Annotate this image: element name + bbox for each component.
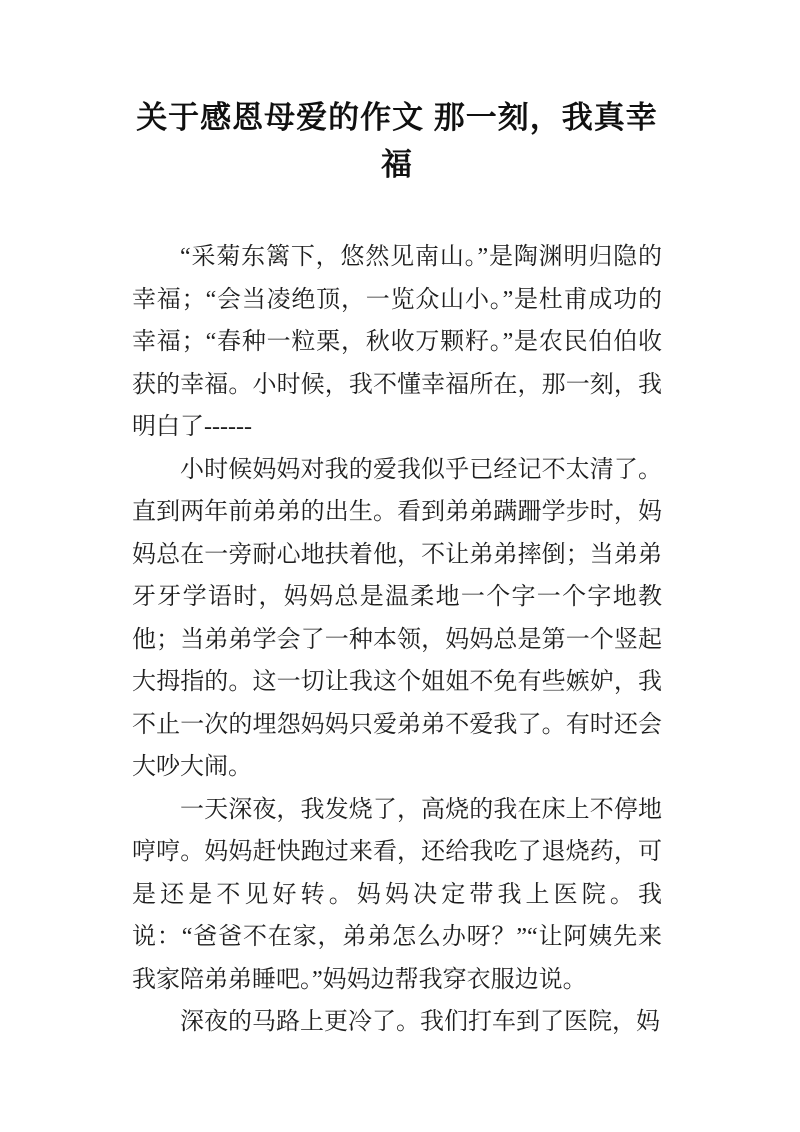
- document-body: [132, 236, 662, 1044]
- paragraph-hospital-truncated: 深夜的马路上更冷了。我们打车到了医院，妈: [180, 1009, 660, 1035]
- paragraph-fever-night: 一天深夜，我发烧了，高烧的我在床上不停地哼哼。妈妈赶快跑过来看，还给我吃了退烧药，可是还是不见好转。妈妈决定带我上医院。我说：“爸爸不在家，弟弟怎么办呀？”“让阿姨先来我家陪弟弟睡吧。”妈妈边帮我穿衣服边说。: [132, 796, 662, 993]
- paragraph-brother: 小时候妈妈对我的爱我似乎已经记不太清了。直到两年前弟弟的出生。看到弟弟蹒跚学步时，妈妈总在一旁耐心地扶着他，不让弟弟摔倒；当弟弟牙牙学语时，妈妈总是温柔地一个字一个字地教他；当弟弟学会了一种本领，妈妈总是第一个竖起大拇指的。这一切让我这个姐姐不免有些嫉妒，我不止一次的埋怨妈妈只爱弟弟不爱我了。有时还会大吵大闹。: [132, 456, 662, 780]
- paragraph-intro: “采菊东篱下，悠然见南山。”是陶渊明归隐的幸福；“会当凌绝顶，一览众山小。”是杜甫成功的幸福；“春种一粒栗，秋收万颗籽。”是农民伯伯收获的幸福。小时候，我不懂幸福所在，那一刻，我明白了------: [132, 244, 662, 440]
- document-title: 关于感恩母爱的作文 那一刻，我真幸福: [136, 100, 658, 182]
- document-page: [132, 94, 662, 1044]
